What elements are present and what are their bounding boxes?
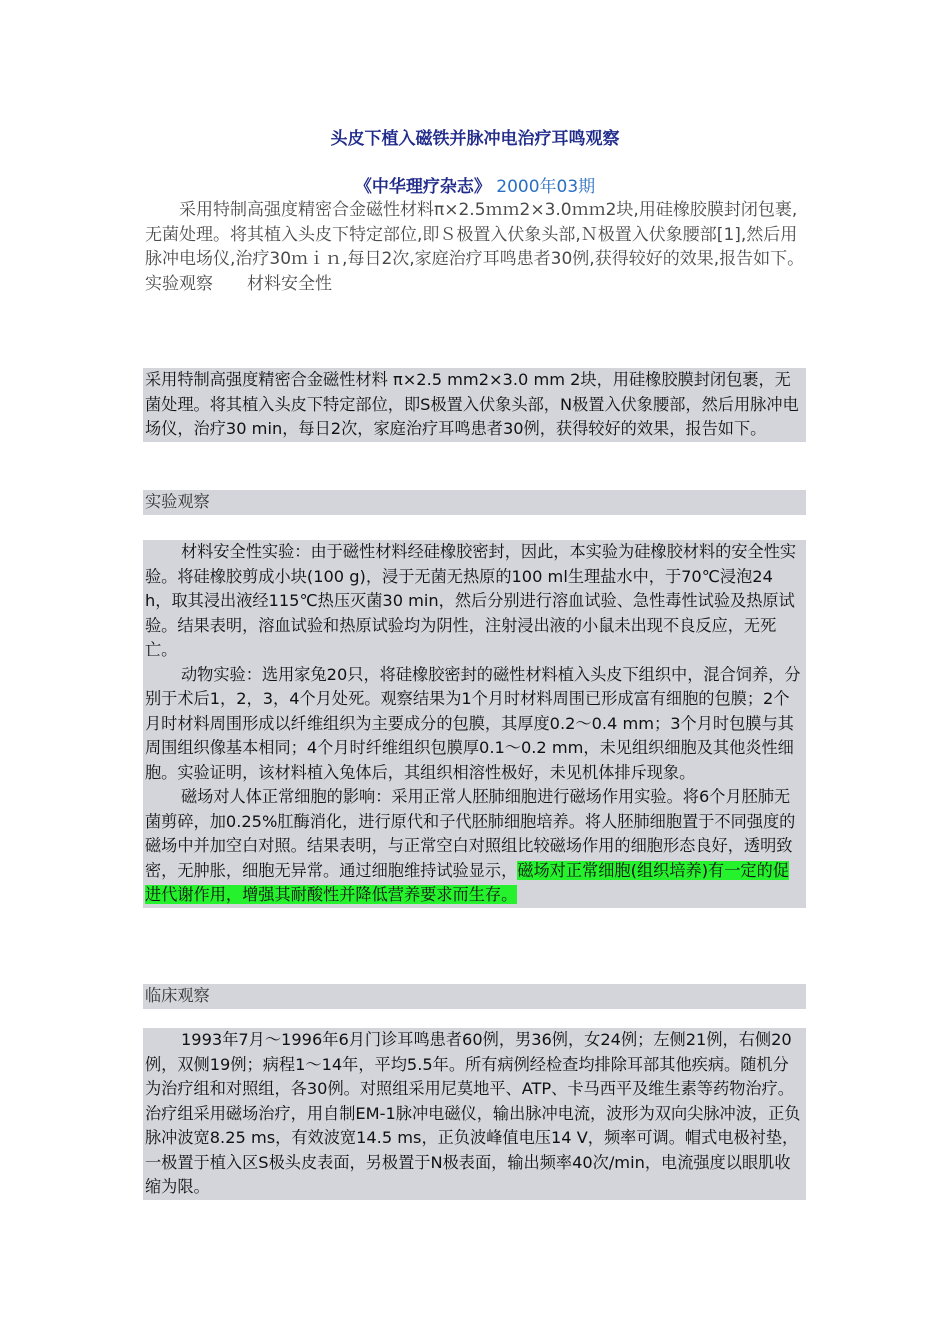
article-source <box>0 172 950 197</box>
cell-paragraph-text: 磁场对人体正常细胞的影响：采用正常人胚肺细胞进行磁场作用实验。将6个月胚肺无菌剪碎，加0.25%肛酶消化，进行原代和子代胚肺细胞培养。将人胚肺细胞置于不同强度的磁场中并加空白对照。结果表明，与正常空白对照组比较磁场作用的细胞形态良好，透明致密，无肿胀，细胞无异常。通过细胞维持试验显示， <box>145 787 796 880</box>
article-title: 头皮下植入磁铁并脉冲电治疗耳鸣观察 <box>330 129 620 149</box>
intro-paragraph: 采用特制高强度精密合金磁性材料 π×2.5 mm2×3.0 mm 2块，用硅橡胶膜封闭包裹，无菌处理。将其植入头皮下特定部位，即S极置入伏象头部，N极置入伏象腰部，然后用脉冲电场仪，治疗30 min，每日2次，家庭治疗耳鸣患者30例，获得较好的效果，报告如下。 <box>145 370 799 438</box>
intro-block <box>143 368 806 442</box>
clinical-paragraph: 1993年7月～1996年6月门诊耳鸣患者60例，男36例，女24例；左侧21例，右侧20例，双侧19例；病程1～14年，平均5.5年。所有病例经检查均排除耳部其他疾病。随机分为治疗组和对照组，各30例。对照组采用尼莫地平、ATP、卡马西平及维生素等药物治疗。治疗组采用磁场治疗，用自制EM-1脉冲电磁仪，输出脉冲电流，波形为双向尖脉冲波，正负脉冲波宽8.25 ms，有效波宽14.5 ms，正负波峰值电压14 V，频率可调。帽式电极衬垫，一极置于植入区S极头皮表面，另极置于N极表面，输出频率40次/min，电流强度以眼肌收缩为限。 <box>145 1030 801 1196</box>
issue-date: 2000年03期 <box>496 177 596 197</box>
heading-experiment: 实验观察 <box>145 492 210 511</box>
clinical-block <box>143 1028 806 1200</box>
material-safety-paragraph: 材料安全性实验：由于磁性材料经硅橡胶密封，因此，本实验为硅橡胶材料的安全性实验。将硅橡胶剪成小块(100 g)，浸于无菌无热原的100 ml生理盐水中，于70℃浸泡24 h，取其浸出液经115℃热压灭菌30 min，然后分别进行溶血试验、急性毒性试验及热原试验。结果表明，溶血试验和热原试验均为阴性，注射浸出液的小鼠未出现不良反应，无死亡。 <box>145 542 797 659</box>
highlighted-conclusion: 磁场对正常细胞(组织培养)有一定的促进代谢作用，增强其耐酸性并降低营养要求而生存。 <box>145 860 789 904</box>
section-heading-clinical <box>143 984 806 1009</box>
experiment-block <box>143 540 806 908</box>
cell-experiment-paragraph <box>145 785 804 908</box>
journal-name: 《中华理疗杂志》 <box>354 177 491 197</box>
abstract-paragraph: 采用特制高强度精密合金磁性材料π×2.5ｍｍ2×3.0ｍｍ2块,用硅橡胶膜封闭包裹,无菌处理。将其植入头皮下特定部位,即Ｓ极置入伏象头部,Ｎ极置入伏象腰部[1],然后用脉冲电场仪,治疗30ｍｉｎ,每日2次,家庭治疗耳鸣患者30例,获得较好的效果,报告如下。实验观察 材料安全性 <box>145 200 805 294</box>
section-heading-experiment <box>143 490 806 515</box>
animal-experiment-paragraph: 动物实验：选用家兔20只，将硅橡胶密封的磁性材料植入头皮下组织中，混合饲养，分别于术后1，2，3，4个月处死。观察结果为1个月时材料周围已形成富有细胞的包膜；2个月时材料周围形成以纤维组织为主要成分的包膜，其厚度0.2～0.4 mm；3个月时包膜与其周围组织像基本相同；4个月时纤维组织包膜厚0.1～0.2 mm，未见组织细胞及其他炎性细胞。实验证明，该材料植入兔体后，其组织相溶性极好，未见机体排斥现象。 <box>145 664 801 782</box>
heading-clinical: 临床观察 <box>145 986 210 1005</box>
